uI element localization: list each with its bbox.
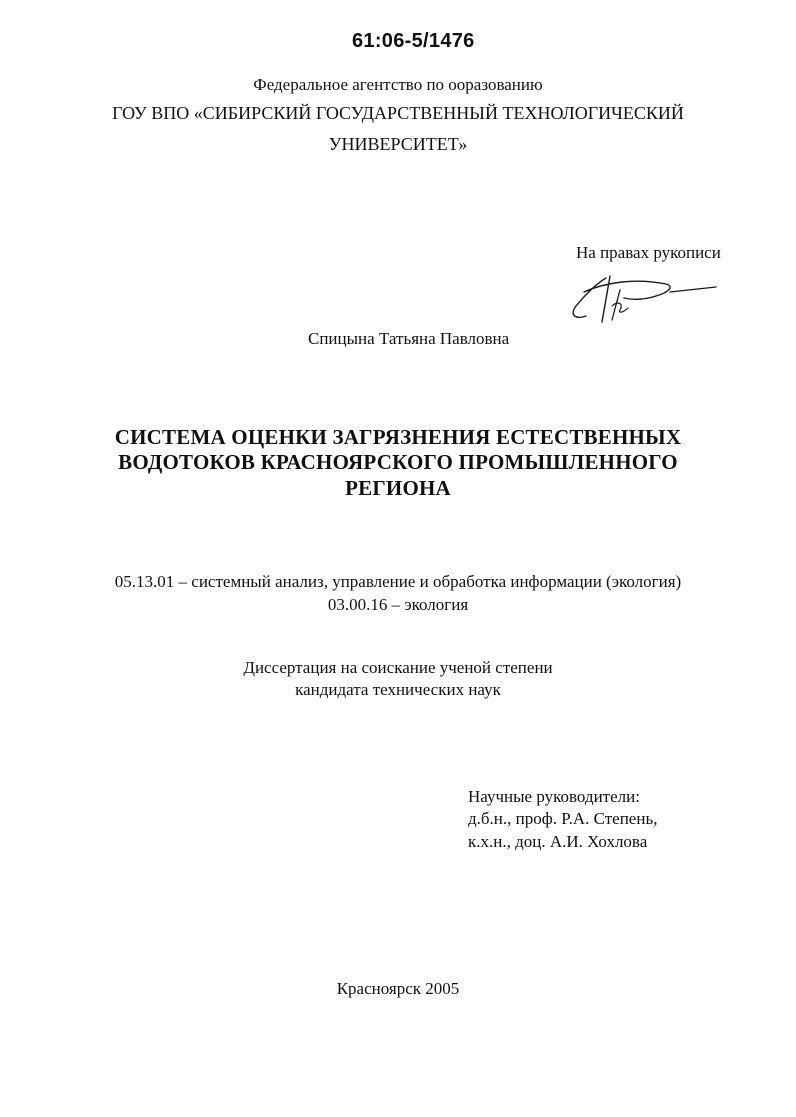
title-line3: РЕГИОНА [345,476,451,500]
handwritten-signature [566,270,726,330]
supervisor-item: д.б.н., проф. Р.А. Степень, [468,809,658,828]
author-name: Спицына Татьяна Павловна [308,329,510,348]
agency-name: Федеральное агентство по ооразованию [253,75,543,94]
manuscript-rights-label: На правах рукописи [576,243,721,262]
specialty-line2: 03.00.16 – экология [327,595,469,614]
title-line2: ВОДОТОКОВ КРАСНОЯРСКОГО ПРОМЫШЛЕННОГО [118,450,678,474]
document-code: 61:06-5/1476 [352,30,475,52]
title-line1: СИСТЕМА ОЦЕНКИ ЗАГРЯЗНЕНИЯ ЕСТЕСТВЕННЫХ [114,425,682,449]
dissertation-line2: кандидата технических наук [295,680,501,699]
place-and-year: Красноярск 2005 [336,979,460,998]
specialty-line1: 05.13.01 – системный анализ, управление и обработка информации (экология) [114,572,682,591]
supervisor-item: к.х.н., доц. А.И. Хохлова [468,832,648,851]
university-name-line2: УНИВЕРСИТЕТ» [328,134,468,154]
supervisors-heading: Научные руководители: [468,787,640,806]
university-name-line1: ГОУ ВПО «СИБИРСКИЙ ГОСУДАРСТВЕННЫЙ ТЕХНОЛОГИЧЕСКИЙ [112,103,684,123]
dissertation-line1: Диссертация на соискание ученой степени [243,658,553,677]
